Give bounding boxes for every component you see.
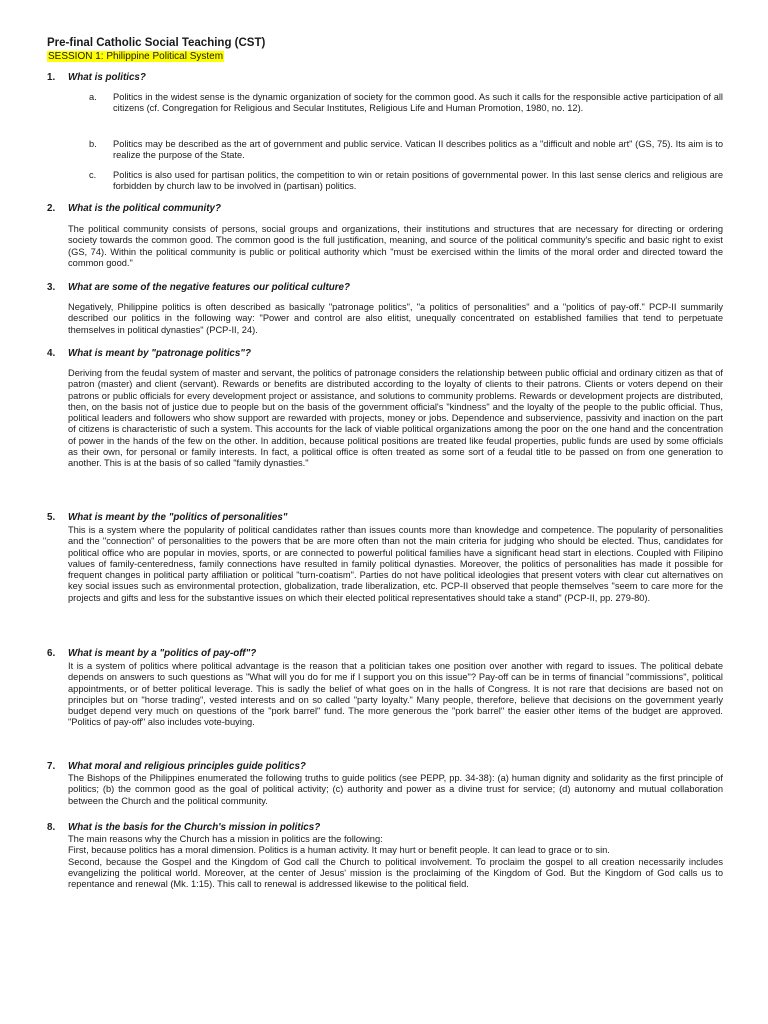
answer-8-intro: The main reasons why the Church has a mission in politics are the following: <box>68 834 383 844</box>
answer-4: Deriving from the feudal system of master and servant, the politics of patronage considers the relationship between public official and ordinary citizen as that of patron (master) and client (servant). Rewards or benefits are distributed according to the loyalty of clients to their patrons. Clients or voters depend on their patrons or public officials for every development project or assistance, and solutions to community problems. Rewards or development projects are distributed, then, on the basis not of justice due to people but on the basis of the government official's "kindness" and the loyalty of the people to the public official. Thus, political leaders and followers who show support are rewarded with projects, money or jobs. Dependence and subservience, passivity and inaction on the part of citizens is characteristic of such a system. This accounts for the lack of viable political organizations among the poor on the one hand and the concentration of power in the hands of the few on the other. In addition, because political positions are treated like feudal properties, public funds are used by some officials as their own, for personal or family interests. In fact, a political office is often treated as some sort of a feudal title to be passed on from one generation to another. This is at the basis of so called "family dynasties." <box>68 368 723 469</box>
item-1c: c. Politics is also used for partisan politics, the competition to win or retain positions of governmental power. In this last sense clerics and religious are forbidden by church law to be involved in (partisan) politics. <box>89 170 723 192</box>
document-title: Pre-final Catholic Social Teaching (CST) <box>47 37 266 49</box>
answer-8-first: First, because politics has a moral dimension. Politics is a human activity. It may hurt or benefit people. It can lead to grace or to sin. <box>68 845 610 856</box>
question-2: 2. What is the political community? <box>47 203 221 214</box>
item-1a: a. Politics in the widest sense is the dynamic organization of society for the common good. As such it calls for the responsible active participation of all citizens (cf. Congregation for Religious and Secular Institutes, Religious Life and Human Promotion, 1980, no. 12). <box>89 92 723 114</box>
question-3: 3. What are some of the negative features our political culture? <box>47 282 350 293</box>
item-1b: b. Politics may be described as the art of government and public service. Vatican II describes politics as a "difficult and noble art" (GS, 75). Its aim is to realize the purpose of the State. <box>89 139 723 161</box>
answer-8 <box>68 834 723 890</box>
question-8: 8. What is the basis for the Church's mission in politics? <box>47 822 321 833</box>
answer-2: The political community consists of persons, social groups and organizations, their institutions and structures that are necessary for directing or ordering society towards the common good. The common good is the full justification, meaning, and source of the political community's specific and basic right to exist (GS, 74). Within the political community is public or political authority which "must be exercised within the limits of the moral order and directed toward the common good." <box>68 224 723 268</box>
answer-6: It is a system of politics where political advantage is the reason that a politician takes one position over another with regard to issues. The political debate depends on answers to such questions as "What will you do for me if I support you on this issue"? Pay-off can be in terms of financial "commissions", political appointments, or of better political leverage. This is sadly the belief of what goes on in the halls of Congress. It is not rare that decisions are based not on principles but on "horse trading", vested interests and on so called "party loyalty." Many people, therefore, believe that decisions on the government yearly budget depend very much on questions of the "pork barrel" fund. The more generous the "pork barrel" the easier other items of the budget are approved. "Politics of pay-off" also includes vote-buying. <box>68 661 723 728</box>
question-5: 5. What is meant by the "politics of personalities" <box>47 512 288 523</box>
question-7: 7. What moral and religious principles guide politics? <box>47 761 306 772</box>
answer-8-second: Second, because the Gospel and the Kingdom of God call the Church to political involvement. To proclaim the gospel to all creation necessarily includes evangelizing the political world. Moreover, at the center of Jesus' mission is the proclaiming of the Kingdom of God. But the Kingdom of God calls us to repentance and renewal (Mk. 1:15). This call to renewal is addressed likewise to the political field. <box>68 856 723 890</box>
question-1: 1. What is politics? <box>47 72 146 83</box>
question-4: 4. What is meant by "patronage politics"? <box>47 348 251 359</box>
answer-3: Negatively, Philippine politics is often described as basically "patronage politics", "a politics of personalities" and a "politics of pay-off." PCP-II summarily described our politics in the following way: "Power and control are also elitist, unequally concentrated on established families that tend to perpetuate themselves in political dynasties" (PCP-II, 24). <box>68 302 723 335</box>
answer-5: This is a system where the popularity of political candidates rather than issues counts more than knowledge and competence. The popularity of personalities and the "connection" of personalities to the powers that be are more often than not the main criteria for judging who should be elected. Thus, candidates for political office who are popular in movies, sports, or are connected to powerful political families have a significant head start in elections. Coupled with Filipino values of family-centeredness, family connections have resulted in family political dynasties. Moreover, the politics of personalities has made it possible for frequent changes in political party affiliation or political "turn-coatism". Parties do not have political ideologies that present voters with clear cut alternatives on key social issues such as environmental protection, globalization, trade liberalization, etc. PCP-II observed that people themselves "seem to care more for the projects and gifts and less for the substantive issues on which their elected political representatives should take a stand" (PCP-II, pp. 279-80). <box>68 525 723 603</box>
answer-7: The Bishops of the Philippines enumerated the following truths to guide politics (see PEPP, pp. 34-38): (a) human dignity and solidarity as the first principle of politics; (b) the common good as the goal of political activity; (c) authority and power as a divine trust for service; (d) autonomy and mutual collaboration between the Church and the political community. <box>68 773 723 806</box>
question-6: 6. What is meant by a "politics of pay-off"? <box>47 648 257 659</box>
session-heading: SESSION 1: Philippine Political System <box>48 51 224 62</box>
